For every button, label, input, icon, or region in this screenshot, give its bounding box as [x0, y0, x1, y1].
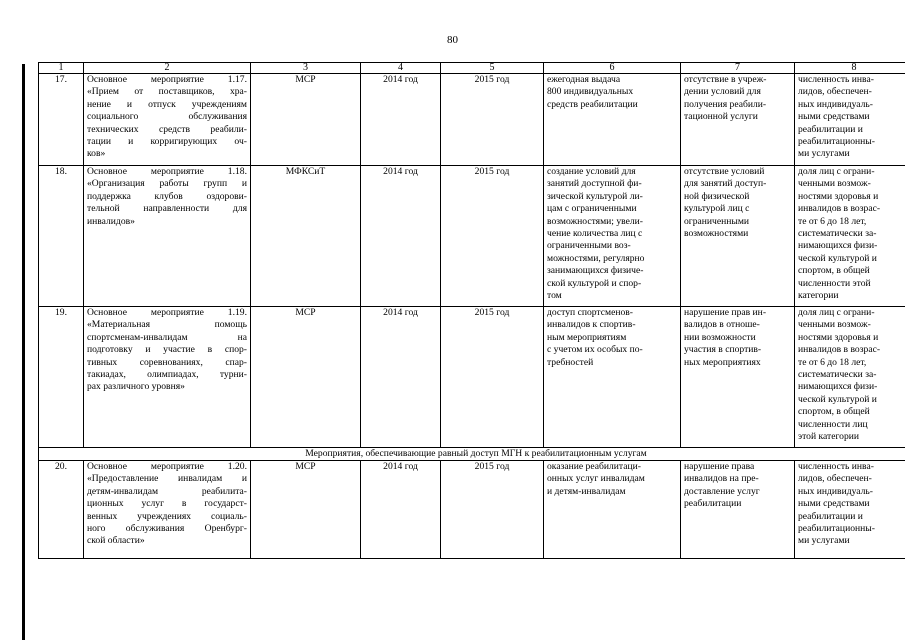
cell-line: реабилитационны-: [798, 523, 875, 535]
cell-line: и детям-инвалидам: [547, 485, 626, 497]
cell-line: ной физической: [684, 190, 750, 202]
cell-line: ных индивидуаль-: [798, 485, 873, 497]
cell-line: спортом, в общей: [798, 406, 870, 418]
cell-line: занятий доступной фи-: [547, 178, 642, 190]
cell-line: подготовку и участие в спор-: [87, 344, 247, 356]
start-year: 2014 год: [361, 461, 441, 559]
header-cell: 2: [84, 63, 251, 74]
cell-line: цам с ограниченными: [547, 203, 637, 215]
cell-line: участия в спортив-: [684, 344, 762, 356]
cell-line: можностями, регулярно: [547, 252, 645, 264]
cell-line: ных индивидуаль-: [798, 98, 873, 110]
activity-name: [84, 461, 251, 559]
cell-line: Основное мероприятие 1.18.: [87, 166, 247, 177]
end-year: 2015 год: [441, 461, 544, 559]
activity-name: [84, 74, 251, 166]
cell-line: те от 6 до 18 лет,: [798, 356, 867, 368]
executor: МСР: [251, 307, 361, 448]
cell-line: «Предоставление инвалидам и: [87, 473, 247, 485]
activities-table: [38, 62, 905, 559]
page-edge-bar: [22, 64, 25, 640]
cell-line: тивных соревнованиях, спар-: [87, 356, 247, 368]
cell-line: численность инва-: [798, 461, 874, 472]
cell-line: возможностями: [684, 228, 749, 240]
cell-line: требностей: [547, 356, 594, 368]
cell-line: этой категории: [798, 431, 860, 443]
cell-line: ностями здоровья и: [798, 331, 879, 343]
cell-line: тационной услуги: [684, 111, 758, 123]
start-year: 2014 год: [361, 166, 441, 307]
cell-line: Основное мероприятие 1.17.: [87, 74, 247, 85]
cell-line: ческой культурой и: [798, 393, 877, 405]
cell-line: численность инва-: [798, 74, 874, 85]
cell-line: категории: [798, 290, 839, 302]
cell-line: отсутствие в учреж-: [684, 74, 767, 85]
cell-line: возможностями; увели-: [547, 215, 643, 227]
cell-line: систематически за-: [798, 369, 877, 381]
header-cell: 3: [251, 63, 361, 74]
executor: МСР: [251, 461, 361, 559]
cell-line: численности этой: [798, 277, 871, 289]
cell-line: реабилитационны-: [798, 136, 875, 148]
section-row: [39, 448, 905, 461]
cell-line: реабилитации и: [798, 123, 863, 135]
cell-line: дении условий для: [684, 86, 761, 98]
cell-line: «Организация работы групп и: [87, 178, 247, 190]
cell-line: «Материальная помощь: [87, 319, 247, 331]
start-year: 2014 год: [361, 74, 441, 166]
cell-line: инвалидов»: [87, 215, 135, 227]
cell-line: нии возможности: [684, 331, 756, 343]
cell-line: создание условий для: [547, 166, 636, 177]
cell-line: ными средствами: [798, 111, 870, 123]
cell-line: средств реабилитации: [547, 98, 638, 110]
end-year: 2015 год: [441, 166, 544, 307]
cell-line: 800 индивидуальных: [547, 86, 634, 98]
cell-line: численности лиц: [798, 418, 868, 430]
cell-line: том: [547, 290, 562, 302]
cell-line: ных мероприятиях: [684, 356, 761, 368]
cell-line: валидов в отноше-: [684, 319, 760, 331]
cell-line: ежегодная выдача: [547, 74, 621, 85]
indicator: [795, 461, 905, 559]
cell-line: отсутствие условий: [684, 166, 765, 177]
cell-line: нимающихся физи-: [798, 240, 878, 252]
end-year: 2015 год: [441, 307, 544, 448]
cell-line: культурой лиц с: [684, 203, 750, 215]
cell-line: «Прием от поставщиков, хра-: [87, 86, 247, 98]
cell-line: ными средствами: [798, 498, 870, 510]
cell-line: получения реабили-: [684, 98, 767, 110]
cell-line: ми услугами: [798, 535, 850, 547]
cell-line: онных услуг инвалидам: [547, 473, 645, 485]
cell-line: ционных услуг в государст-: [87, 498, 247, 510]
header-cell: 7: [681, 63, 795, 74]
header-cell: 6: [544, 63, 681, 74]
cell-line: доставление услуг: [684, 485, 760, 497]
expected-result: [544, 307, 681, 448]
table-row: [39, 166, 905, 307]
cell-line: занимающихся физиче-: [547, 265, 644, 277]
cell-line: лидов, обеспечен-: [798, 86, 872, 98]
header-cell: 1: [39, 63, 84, 74]
cell-line: ного обслуживания Оренбург-: [87, 523, 247, 535]
header-row: [39, 63, 905, 74]
row-number: 20.: [39, 461, 84, 559]
cell-line: детям-инвалидам реабилита-: [87, 485, 247, 497]
cell-line: нарушение права: [684, 461, 755, 472]
cell-line: ченными возмож-: [798, 319, 871, 331]
cell-line: ограниченными: [684, 215, 750, 227]
cell-line: ми услугами: [798, 148, 850, 160]
header-cell: 4: [361, 63, 441, 74]
cell-line: нение и отпуск учреждениям: [87, 98, 247, 110]
executor: МСР: [251, 74, 361, 166]
cell-line: венных учреждениях социаль-: [87, 510, 247, 522]
activity-name: [84, 307, 251, 448]
cell-line: те от 6 до 18 лет,: [798, 215, 867, 227]
indicator: [795, 74, 905, 166]
cell-line: оказание реабилитаци-: [547, 461, 641, 472]
table-row: [39, 307, 905, 448]
cell-line: спортом, в общей: [798, 265, 870, 277]
table-row: [39, 461, 905, 559]
cell-line: доля лиц с ограни-: [798, 166, 875, 177]
expected-result: [544, 74, 681, 166]
header-cell: 5: [441, 63, 544, 74]
cell-line: поддержка клубов оздорови-: [87, 190, 247, 202]
cell-line: ченными возмож-: [798, 178, 871, 190]
indicator: [795, 166, 905, 307]
cell-line: нарушение прав ин-: [684, 307, 767, 318]
cell-line: ков»: [87, 148, 106, 160]
cell-line: ческой культурой и: [798, 252, 877, 264]
cell-line: такиадах, олимпиадах, турни-: [87, 369, 247, 381]
expected-result: [544, 461, 681, 559]
cell-line: инвалидов в возрас-: [798, 344, 881, 356]
row-number: 17.: [39, 74, 84, 166]
cell-line: нимающихся физи-: [798, 381, 878, 393]
cell-line: инвалидов к спортив-: [547, 319, 636, 331]
cell-line: тельной направленности для: [87, 203, 247, 215]
header-cell: 8: [795, 63, 905, 74]
expected-result: [544, 166, 681, 307]
cell-line: Основное мероприятие 1.19.: [87, 307, 247, 318]
cell-line: тации и корригирующих оч-: [87, 136, 247, 148]
indicator: [795, 307, 905, 448]
cell-line: систематически за-: [798, 228, 877, 240]
executor: МФКСиТ: [251, 166, 361, 307]
consequences: [681, 74, 795, 166]
cell-line: ностями здоровья и: [798, 190, 879, 202]
cell-line: доля лиц с ограни-: [798, 307, 875, 318]
page-number: 80: [447, 34, 458, 46]
cell-line: ской области»: [87, 535, 145, 547]
cell-line: технических средств реабили-: [87, 123, 247, 135]
cell-line: для занятий доступ-: [684, 178, 767, 190]
cell-line: рах различного уровня»: [87, 381, 185, 393]
cell-line: спортсменам-инвалидам на: [87, 331, 247, 343]
row-number: 19.: [39, 307, 84, 448]
cell-line: с учетом их особых по-: [547, 344, 643, 356]
row-number: 18.: [39, 166, 84, 307]
cell-line: чение количества лиц с: [547, 228, 643, 240]
table-row: [39, 74, 905, 166]
cell-line: зической культурой ли-: [547, 190, 643, 202]
cell-line: ской культурой и спор-: [547, 277, 642, 289]
cell-line: социального обслуживания: [87, 111, 247, 123]
cell-line: инвалидов в возрас-: [798, 203, 881, 215]
cell-line: ограниченными воз-: [547, 240, 631, 252]
consequences: [681, 461, 795, 559]
cell-line: ным мероприятиям: [547, 331, 627, 343]
section-title: Мероприятия, обеспечивающие равный доступ МГН к реабилитационным услугам: [39, 448, 905, 461]
consequences: [681, 307, 795, 448]
cell-line: доступ спортсменов-: [547, 307, 633, 318]
cell-line: реабилитации: [684, 498, 742, 510]
cell-line: реабилитации и: [798, 510, 863, 522]
cell-line: инвалидов на пре-: [684, 473, 759, 485]
cell-line: Основное мероприятие 1.20.: [87, 461, 247, 472]
consequences: [681, 166, 795, 307]
end-year: 2015 год: [441, 74, 544, 166]
cell-line: лидов, обеспечен-: [798, 473, 872, 485]
activity-name: [84, 166, 251, 307]
start-year: 2014 год: [361, 307, 441, 448]
